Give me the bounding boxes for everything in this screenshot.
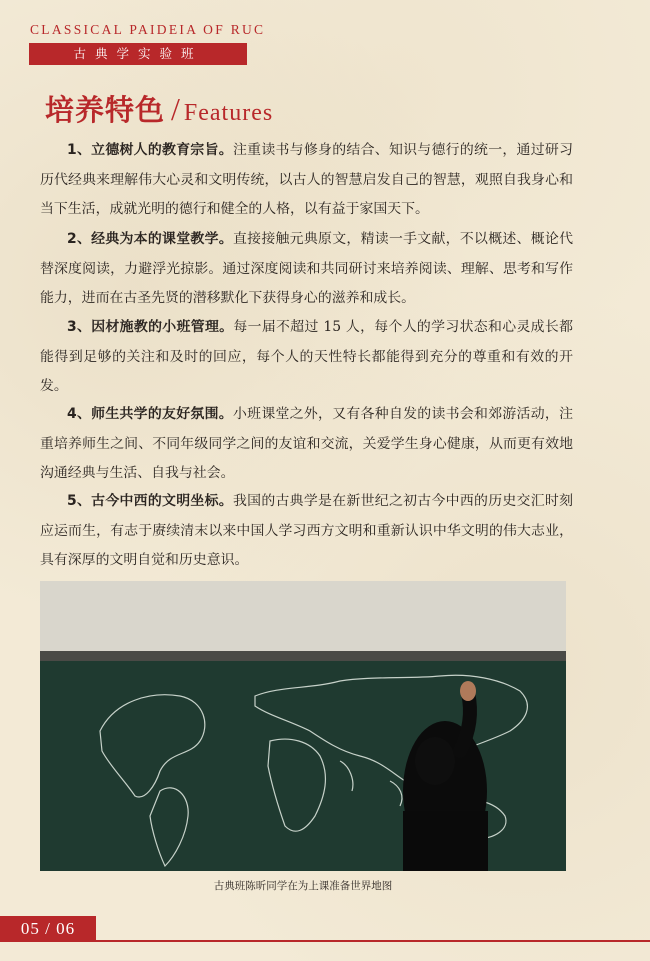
feature-paragraph-1	[40, 136, 573, 225]
feature-heading-1: 1、立德树人的教育宗旨。	[67, 142, 233, 158]
feature-heading-5: 5、古今中西的文明坐标。	[67, 493, 233, 509]
feature-body-2: 直接接触元典原文，精读一手文献，不以概述、概论代替深度阅读，力避浮光掠影。通过深度阅读和共同研讨来培养阅读、理解、思考和写作能力，进而在古圣先贤的潜移默化下获得身心的滋养和成长。	[40, 231, 573, 306]
classroom-photo	[40, 581, 566, 871]
feature-paragraph-3	[40, 313, 573, 402]
header-chinese-banner: 古典学实验班	[29, 43, 247, 65]
feature-paragraph-2	[40, 225, 573, 314]
section-title	[45, 88, 273, 128]
feature-body-5: 我国的古典学是在新世纪之初古今中西的历史交汇时刻应运而生，有志于赓续清末以来中国人学习西方文明和重新认识中华文明的伟大志业，具有深厚的文明自觉和历史意识。	[40, 493, 573, 568]
feature-body-4: 小班课堂之外，又有各种自发的读书会和郊游活动，注重培养师生之间、不同年级同学之间的友谊和交流，关爱学生身心健康，从而更有效地沟通经典与生活、自我与社会。	[40, 406, 573, 481]
feature-body-1: 注重读书与修身的结合、知识与德行的统一，通过研习历代经典来理解伟大心灵和文明传统，以古人的智慧启发自己的智慧，观照自我身心和当下生活，成就光明的德行和健全的人格，以有益于家国天下。	[40, 142, 573, 217]
feature-paragraph-5	[40, 487, 573, 576]
header-english-title: CLASSICAL PAIDEIA OF RUC	[30, 22, 266, 37]
section-title-slash: /	[171, 91, 180, 127]
page-number-badge: 05 / 06	[0, 916, 96, 942]
section-title-english: Features	[183, 100, 274, 126]
feature-paragraph-4	[40, 400, 573, 489]
section-title-chinese: 培养特色	[45, 93, 166, 127]
feature-body-3: 每一届不超过 15 人，每个人的学习状态和心灵成长都能得到足够的关注和及时的回应，每个人的天性特长都能得到充分的尊重和有效的开发。	[40, 319, 573, 394]
photo-caption: 古典班陈昕同学在为上课准备世界地图	[213, 880, 393, 892]
feature-heading-4: 4、师生共学的友好氛围。	[67, 406, 233, 422]
feature-heading-2: 2、经典为本的课堂教学。	[67, 231, 233, 247]
footer-rule	[96, 940, 650, 942]
feature-heading-3: 3、因材施教的小班管理。	[67, 319, 234, 335]
